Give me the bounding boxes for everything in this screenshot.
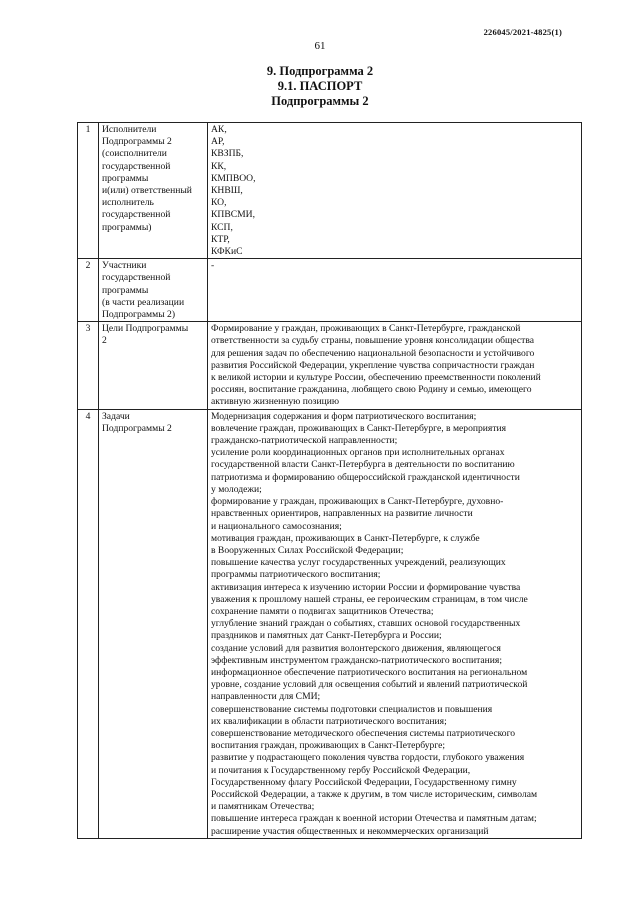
row-value-line: КПВСМИ, xyxy=(211,209,255,221)
row-number: 4 xyxy=(78,409,99,838)
title-line-3: Подпрограммы 2 xyxy=(271,94,369,108)
table-row xyxy=(78,123,582,259)
row-value-line: к великой истории и культуре России, обеспечению преемственности поколений xyxy=(211,372,541,384)
row-label-line: (в части реализации xyxy=(102,296,185,308)
row-value-line: КТР, xyxy=(211,233,230,245)
row-label-line: исполнитель xyxy=(102,197,154,209)
row-label xyxy=(99,259,208,322)
row-value-line: воспитания граждан, проживающих в Санкт-Петербурге; xyxy=(211,740,446,752)
row-value-line: нравственных ориентиров, направленных на развитие личности xyxy=(211,508,473,520)
row-label xyxy=(99,322,208,409)
row-label-line: программы xyxy=(102,172,149,184)
title-line-2: 9.1. ПАСПОРТ xyxy=(277,79,363,93)
row-label-line: Подпрограммы 2 xyxy=(102,422,172,434)
row-number: 3 xyxy=(78,322,99,409)
row-label-line: и(или) ответственный xyxy=(102,185,192,197)
row-value-line: государственной власти Санкт-Петербурга в деятельности по воспитанию xyxy=(211,459,515,471)
row-value-line: активную жизненную позицию xyxy=(211,396,340,408)
row-value-line: вовлечение граждан, проживающих в Санкт-Петербурге, в мероприятия xyxy=(211,422,507,434)
table-row xyxy=(78,259,582,322)
page-number: 61 xyxy=(314,40,326,52)
row-value-line: россиян, воспитание гражданина, любящего свою Родину и семью, имеющего xyxy=(211,384,532,396)
row-value-line: - xyxy=(211,260,215,272)
row-value-line: КСП, xyxy=(211,221,233,233)
row-value-line: программы патриотического воспитания; xyxy=(211,569,381,581)
document-number: 226045/2021-4825(1) xyxy=(483,27,562,37)
row-value-line: повышение интереса граждан к военной истории Отечества и памятным датам; xyxy=(211,813,537,825)
row-value-line: КФКиС xyxy=(211,246,243,258)
row-label-line: Цели Подпрограммы xyxy=(102,323,189,335)
row-value-line: и памятникам Отечества; xyxy=(211,801,315,813)
row-label-line: государственной xyxy=(102,272,171,284)
row-label-line: программы xyxy=(102,284,149,296)
page-title xyxy=(0,64,640,109)
row-value-line: у молодежи; xyxy=(211,483,262,495)
table-row xyxy=(78,322,582,409)
row-label-line: программы) xyxy=(102,221,152,233)
row-value xyxy=(208,322,582,409)
row-value-line: Модернизация содержания и форм патриотического воспитания; xyxy=(211,410,477,422)
row-value-line: и национального самосознания; xyxy=(211,520,342,532)
passport-table xyxy=(77,122,582,839)
row-value-line: активизация интереса к изучению истории России и формирование чувства xyxy=(211,581,521,593)
row-value-line: для решения задач по обеспечению национальной безопасности и устойчивого xyxy=(211,347,535,359)
row-value-line: углубление знаний граждан о событиях, ставших основой государственных xyxy=(211,618,521,630)
row-value-line: совершенствование системы подготовки специалистов и повышения xyxy=(211,703,493,715)
row-value-line: Российской Федерации, а также к другим, в том числе историческим, символам xyxy=(211,788,538,800)
row-value-line: ответственности за судьбу страны, повышение уровня консолидации общества xyxy=(211,335,535,347)
row-value-line: мотивация граждан, проживающих в Санкт-Петербурге, к службе xyxy=(211,532,480,544)
row-value-line: КО, xyxy=(211,197,227,209)
row-value-line: информационное обеспечение патриотического воспитания на региональном xyxy=(211,666,528,678)
row-label xyxy=(99,123,208,259)
row-value-line: формирование у граждан, проживающих в Санкт-Петербурге, духовно- xyxy=(211,496,504,508)
row-value-line: совершенствование методического обеспечения системы патриотического xyxy=(211,727,516,739)
row-label-line: Участники xyxy=(102,260,147,272)
row-label-line: Исполнители xyxy=(102,124,157,135)
passport-table-body xyxy=(78,123,582,839)
row-value xyxy=(208,409,582,838)
row-value-line: усиление роли координационных органов при исполнительных органах xyxy=(211,447,505,459)
row-label-line: 2 xyxy=(102,335,107,347)
row-value-line: Государственному флагу Российской Федерации, Государственному гимну xyxy=(211,776,517,788)
row-value-line: развитие у подрастающего поколения чувства гордости, глубокого уважения xyxy=(211,752,525,764)
row-value-line: патриотизма и формированию общероссийской гражданской идентичности xyxy=(211,471,520,483)
row-value-line: расширение участия общественных и некоммерческих организаций xyxy=(211,825,489,837)
row-value-line: КК, xyxy=(211,160,227,172)
row-label-line: Подпрограммы 2) xyxy=(102,309,176,321)
row-value-line: гражданско-патриотической направленности; xyxy=(211,435,398,447)
row-value-line: праздников и памятных дат Санкт-Петербурга и России; xyxy=(211,630,442,642)
row-value-line: сохранение памяти о подвигах защитников Отечества; xyxy=(211,605,434,617)
row-value-line: в Вооруженных Силах Российской Федерации; xyxy=(211,544,404,556)
row-value-line: АК, xyxy=(211,124,227,135)
row-label-line: государственной xyxy=(102,209,171,221)
title-line-1: 9. Подпрограмма 2 xyxy=(266,64,374,78)
row-value xyxy=(208,123,582,259)
row-label xyxy=(99,409,208,838)
row-value-line: КМПВОО, xyxy=(211,172,256,184)
row-label-line: государственной xyxy=(102,160,171,172)
row-value-line: их квалификации в области патриотического воспитания; xyxy=(211,715,447,727)
row-value-line: КВЗПБ, xyxy=(211,148,244,160)
table-row xyxy=(78,409,582,838)
row-value-line: направленности для СМИ; xyxy=(211,691,321,703)
row-value-line: повышение качества услуг государственных учреждений, реализующих xyxy=(211,557,506,569)
row-number: 2 xyxy=(78,259,99,322)
row-value-line: Формирование у граждан, проживающих в Санкт-Петербурге, гражданской xyxy=(211,323,521,335)
row-value-line: развития Российской Федерации, укрепление чувства сопричастности граждан xyxy=(211,359,535,371)
row-label-line: Подпрограммы 2 xyxy=(102,136,172,148)
row-label-line: (соисполнители xyxy=(102,148,167,160)
row-value-line: КНВШ, xyxy=(211,185,243,197)
row-value-line: создание условий для развития волонтерского движения, являющегося xyxy=(211,642,501,654)
row-number: 1 xyxy=(78,123,99,259)
row-value-line: эффективным инструментом гражданско-патриотического воспитания; xyxy=(211,654,503,666)
row-label-line: Задачи xyxy=(102,410,130,422)
row-value-line: АР, xyxy=(211,136,225,148)
row-value-line: уровне, создание условий для освещения событий и явлений патриотической xyxy=(211,679,528,691)
row-value-line: уважения к прошлому нашей страны, ее героическим страницам, в том числе xyxy=(211,593,528,605)
row-value-line: и почитания к Государственному гербу Российской Федерации, xyxy=(211,764,471,776)
row-value xyxy=(208,259,582,322)
